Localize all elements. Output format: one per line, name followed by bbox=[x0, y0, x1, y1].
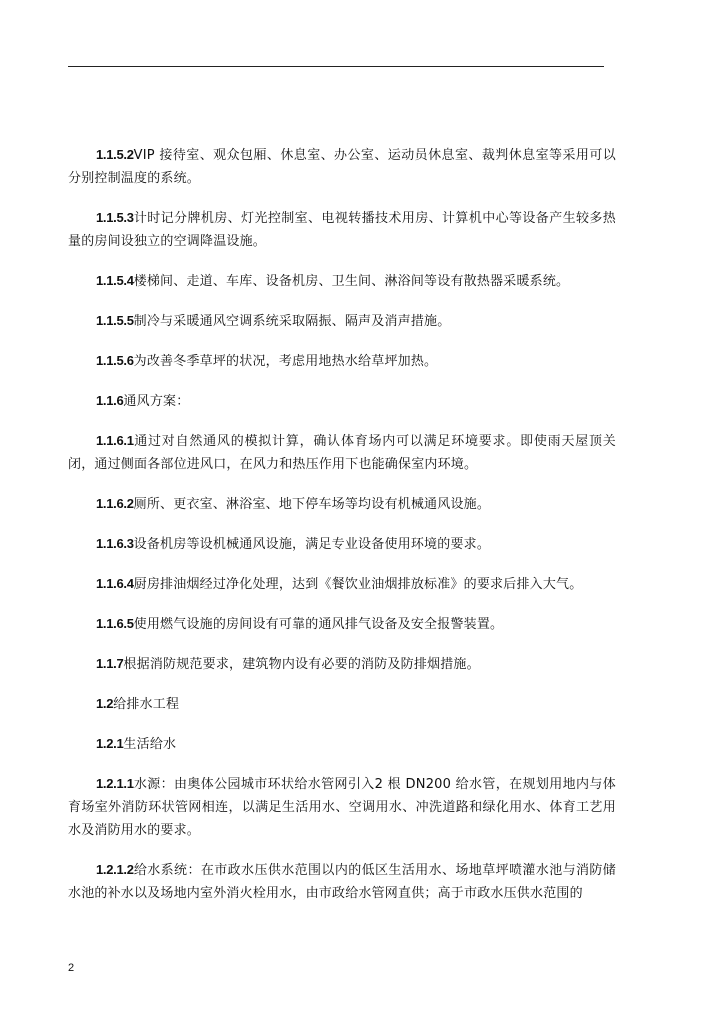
paragraph-text: 水源：由奥体公园城市环状给水管网引入2 根 DN200 给水管，在规划用地内与体育场室外消防环状管网相连，以满足生活用水、空调用水、冲洗道路和绿化用水、体育工艺用水及消防用水的要求。 bbox=[68, 777, 616, 838]
clause-number: 1.1.5.3 bbox=[96, 210, 134, 225]
paragraph-1-1-5-6 bbox=[68, 349, 616, 373]
clause-number: 1.1.6.3 bbox=[96, 536, 134, 551]
clause-number: 1.2.1 bbox=[96, 736, 124, 751]
paragraph-text: 通风方案： bbox=[123, 394, 190, 409]
paragraph-1-1-6-4 bbox=[68, 572, 616, 596]
clause-number: 1.1.7 bbox=[96, 656, 124, 671]
paragraph-1-1-6-1 bbox=[68, 429, 616, 476]
clause-number: 1.1.6.2 bbox=[96, 496, 134, 511]
clause-number: 1.1.6.5 bbox=[96, 616, 134, 631]
paragraph-1-2-1-1 bbox=[68, 772, 616, 842]
paragraph-text: 计时记分牌机房、灯光控制室、电视转播技术用房、计算机中心等设备产生较多热量的房间设独立的空调降温设施。 bbox=[68, 211, 616, 249]
paragraph-text: 楼梯间、走道、车库、设备机房、卫生间、淋浴间等设有散热器采暖系统。 bbox=[133, 274, 570, 289]
paragraph-1-1-6-5 bbox=[68, 612, 616, 636]
clause-number: 1.1.5.4 bbox=[96, 273, 134, 288]
paragraph-1-1-6-3 bbox=[68, 532, 616, 556]
paragraph-text: 设备机房等设机械通风设施，满足专业设备使用环境的要求。 bbox=[133, 537, 491, 552]
clause-number: 1.1.5.5 bbox=[96, 313, 134, 328]
paragraph-1-2-1-2 bbox=[68, 858, 616, 905]
clause-number: 1.2.1.1 bbox=[96, 776, 134, 791]
paragraph-text: 使用燃气设施的房间设有可靠的通风排气设备及安全报警装置。 bbox=[133, 617, 504, 632]
paragraph-text: 生活给水 bbox=[123, 737, 177, 752]
paragraph-text: 给水系统：在市政水压供水范围以内的低区生活用水、场地草坪喷灌水池与消防储水池的补水以及场地内室外消火栓用水，由市政给水管网直供；高于市政水压供水范围的 bbox=[68, 863, 616, 901]
page-number: 2 bbox=[68, 962, 75, 974]
paragraph-text: 厕所、更衣室、淋浴室、地下停车场等均设有机械通风设施。 bbox=[133, 497, 491, 512]
section-heading-1-2 bbox=[68, 692, 616, 716]
paragraph-text: 为改善冬季草坪的状况，考虑用地热水给草坪加热。 bbox=[133, 354, 438, 369]
clause-number: 1.1.5.2 bbox=[96, 147, 134, 162]
paragraph-1-1-5-5 bbox=[68, 309, 616, 333]
paragraph-1-1-5-3 bbox=[68, 206, 616, 253]
paragraph-text: 给排水工程 bbox=[113, 697, 180, 712]
clause-number: 1.2.1.2 bbox=[96, 862, 134, 877]
clause-number: 1.1.6.4 bbox=[96, 576, 134, 591]
section-heading-1-2-1 bbox=[68, 732, 616, 756]
paragraph-text: 制冷与采暖通风空调系统采取隔振、隔声及消声措施。 bbox=[133, 314, 451, 329]
paragraph-1-1-6-2 bbox=[68, 492, 616, 516]
clause-number: 1.1.6.1 bbox=[96, 433, 134, 448]
paragraph-1-1-5-2 bbox=[68, 143, 616, 190]
paragraph-text: 通过对自然通风的模拟计算，确认体育场内可以满足环境要求。即使雨天屋顶关闭，通过侧面各部位进风口，在风力和热压作用下也能确保室内环境。 bbox=[68, 434, 616, 472]
clause-number: 1.1.6 bbox=[96, 393, 124, 408]
paragraph-text: 根据消防规范要求，建筑物内设有必要的消防及防排烟措施。 bbox=[123, 657, 480, 672]
paragraph-1-1-7 bbox=[68, 652, 616, 676]
header-rule bbox=[68, 66, 604, 67]
clause-number: 1.1.5.6 bbox=[96, 353, 134, 368]
section-heading-1-1-6 bbox=[68, 389, 616, 413]
paragraph-text: VIP 接待室、观众包厢、休息室、办公室、运动员休息室、裁判休息室等采用可以分别控制温度的系统。 bbox=[68, 148, 616, 186]
paragraph-text: 厨房排油烟经过净化处理，达到《餐饮业油烟排放标准》的要求后排入大气。 bbox=[133, 577, 583, 592]
paragraph-1-1-5-4 bbox=[68, 269, 616, 293]
document-body bbox=[68, 143, 616, 921]
clause-number: 1.2 bbox=[96, 696, 114, 711]
